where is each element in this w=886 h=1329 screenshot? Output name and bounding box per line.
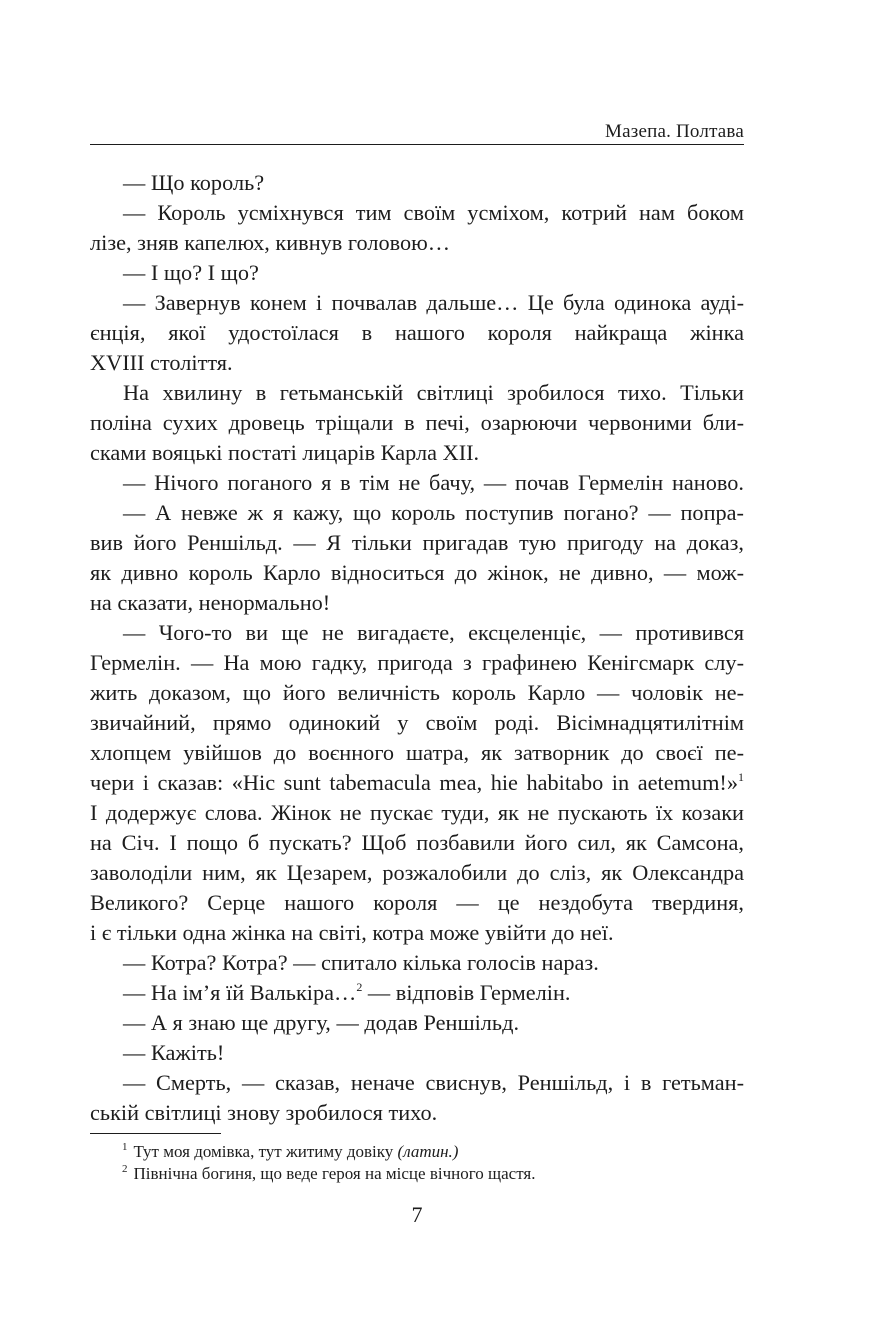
text-line: лізе, зняв капелюх, кивнув головою…	[90, 230, 451, 255]
text-line-content: — На ім’я їй Валькіра…	[123, 980, 357, 1005]
text-line: як дивно король Карло відноситься до жінок, не дивно, — мож-	[90, 560, 744, 585]
text-line: — А невже ж я кажу, що король поступив погано? — попра-	[123, 500, 744, 525]
footnote-lang-note: (латин.)	[397, 1142, 459, 1161]
text-line: На хвилину в гетьманській світлиці зробилося тихо. Тільки	[123, 380, 744, 405]
text-line: на сказати, ненормально!	[90, 590, 331, 615]
header-rule	[90, 144, 744, 145]
text-line-content: — відповів Гермелін.	[362, 980, 571, 1005]
text-line: — А я знаю ще другу, — додав Реншільд.	[123, 1010, 520, 1035]
footnote-ref-1: 1	[738, 770, 744, 784]
page-number: 7	[411, 1202, 423, 1227]
footnote-mark: 2	[122, 1163, 128, 1175]
text-line: ській світлиці знову зробилося тихо.	[90, 1100, 438, 1125]
text-line: — Король усміхнувся тим своїм усміхом, котрий нам боком	[123, 200, 744, 225]
text-line: на Січ. І пощо б пускать? Щоб позбавили його сил, як Самсона,	[90, 830, 744, 855]
running-head-title: Мазепа. Полтава	[605, 121, 744, 142]
text-line	[90, 978, 744, 1008]
text-line: — І що? І що?	[123, 260, 259, 285]
text-line: звичайний, прямо одинокий у своїм роді. Вісімнадцятилітнім	[90, 710, 744, 735]
text-line: Гермелін. — На мою гадку, пригода з графинею Кенігсмарк слу-	[90, 650, 744, 675]
text-line: — Що король?	[123, 170, 265, 195]
text-line: — Чого-то ви ще не вигадаєте, ексцеленціє, — противився	[123, 620, 744, 645]
footnote-1	[122, 1141, 744, 1163]
footnote-2	[122, 1163, 744, 1185]
footnote-text: Тут моя домівка, тут житиму довіку	[133, 1142, 398, 1161]
text-line: — Кажіть!	[123, 1040, 225, 1065]
text-line: — Нічого поганого я в тім не бачу, — почав Гермелін наново.	[123, 470, 744, 495]
text-line: заволоділи ним, як Цезарем, розжалобили до сліз, як Олександра	[90, 860, 744, 885]
text-line: І додержує слова. Жінок не пускає туди, як не пускають їх козаки	[90, 800, 744, 825]
body-text	[90, 168, 744, 1128]
footnotes	[122, 1141, 744, 1185]
text-line: Великого? Серце нашого короля — це нездобута твердиня,	[90, 890, 744, 915]
text-line: сками вояцькі постаті лицарів Карла XII.	[90, 440, 480, 465]
footnote-mark: 1	[122, 1141, 128, 1153]
text-line	[90, 768, 744, 798]
text-line: поліна сухих дровець тріщали в печі, озарюючи червоними бли-	[90, 410, 744, 435]
text-line: єнція, якої удостоїлася в нашого короля найкраща жінка	[90, 320, 744, 345]
text-line: жить доказом, що його величність король Карло — чоловік не-	[90, 680, 744, 705]
text-line: — Смерть, — сказав, неначе свиснув, Реншільд, і в гетьман-	[123, 1070, 744, 1095]
text-line: хлопцем увійшов до воєнного шатра, як затворник до своєї пе-	[90, 740, 744, 765]
text-line: і є тільки одна жінка на світі, котра може увійти до неї.	[90, 920, 614, 945]
text-line: XVIII століття.	[90, 350, 233, 375]
text-line: вив його Реншільд. — Я тільки пригадав тую пригоду на доказ,	[90, 530, 744, 555]
footnote-rule	[90, 1133, 221, 1134]
text-line: — Котра? Котра? — спитало кілька голосів нараз.	[123, 950, 599, 975]
text-line: — Завернув конем і почвалав дальше… Це була одинока ауді-	[123, 290, 744, 315]
footnote-ref-2: 2	[356, 980, 363, 994]
text-line-content: чери і сказав: «Hic sunt tabemacula mea, hie habitabo in aetemum!»	[90, 770, 738, 795]
footnote-text: Північна богиня, що веде героя на місце вічного щастя.	[133, 1164, 536, 1183]
